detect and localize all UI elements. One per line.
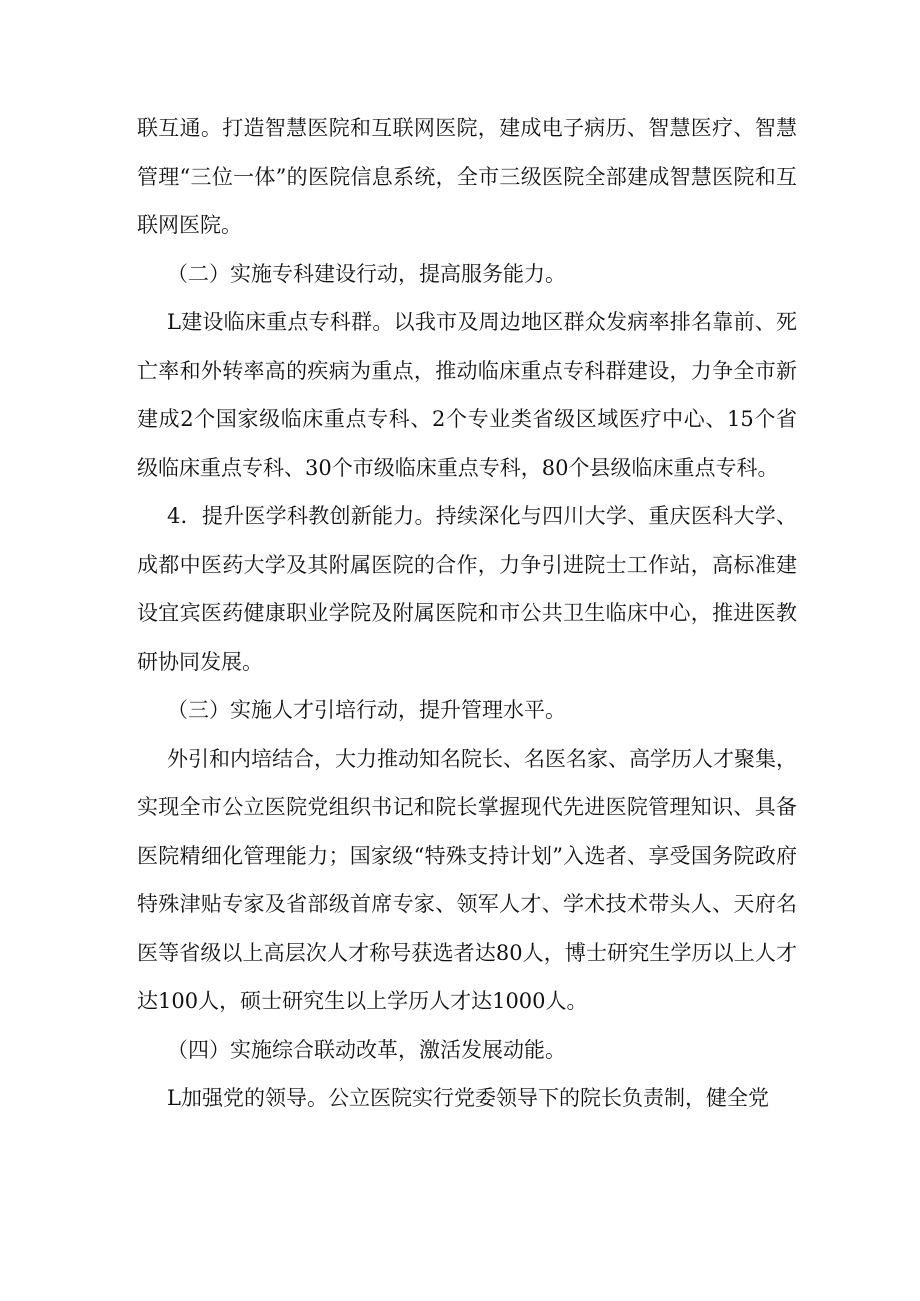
section-heading-reform: （四）实施综合联动改革，激活发展动能。	[167, 1037, 566, 1062]
paragraph-party-leadership: L加强党的领导。公立医院实行党委领导下的院长负责制，健全党	[167, 1086, 769, 1110]
paragraph-medical-education: 4．提升医学科教创新能力。持续深化与四川大学、重庆医科大学、成都中医药大学及其附属医院的合作，力争引进院士工作站，高标准建设宜宾医药健康职业学院及附属医院和市公共卫生临床中心，推进医教研协同发展。	[137, 504, 797, 674]
paragraph-continuation: 联互通。打造智慧医院和互联网医院，建成电子病历、智慧医疗、智慧管理“三位一体”的医院信息系统，全市三级医院全部建成智慧医院和互联网医院。	[137, 116, 797, 237]
paragraph-clinical-specialty: L建设临床重点专科群。以我市及周边地区群众发病率排名靠前、死亡率和外转率高的疾病为重点，推动临床重点专科群建设，力争全市新建成2个国家级临床重点专科、2个专业类省级区域医疗中心、15个省级临床重点专科、30个市级临床重点专科，80个县级临床重点专科。	[137, 310, 797, 480]
paragraph-talent: 外引和内培结合，大力推动知名院长、名医名家、高学历人才聚集，实现全市公立医院党组织书记和院长掌握现代先进医院管理知识、具备医院精细化管理能力；国家级“特殊支持计划”入选者、享受国务院政府特殊津贴专家及省部级首席专家、领军人才、学术技术带头人、天府名医等省级以上高层次人才称号获选者达80人，博士研究生学历以上人才达100人，硕士研究生以上学历人才达1000人。	[137, 746, 797, 1013]
document-body	[137, 104, 797, 1123]
section-heading-talent: （三）实施人才引培行动，提升管理水平。	[167, 698, 566, 722]
section-heading-specialty: （二）实施专科建设行动，提高服务能力。	[167, 261, 566, 286]
